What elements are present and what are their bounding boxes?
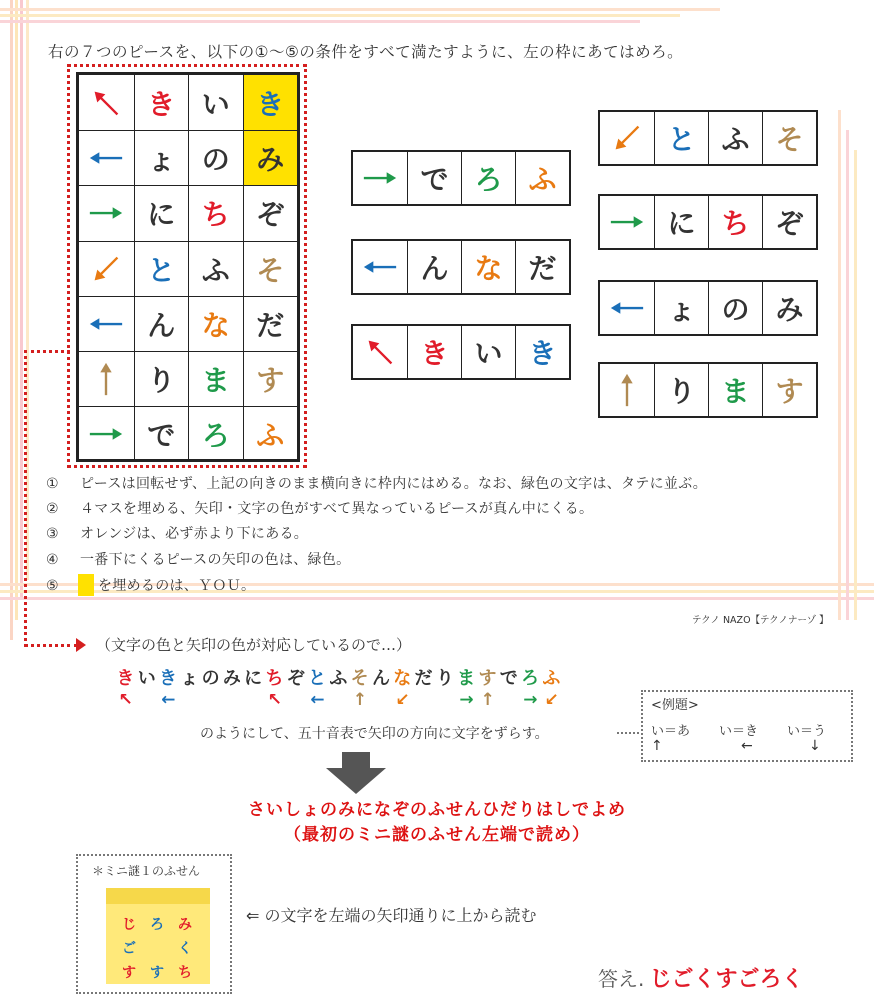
up-arrow-icon bbox=[608, 371, 646, 409]
character-cell: ち bbox=[708, 196, 762, 248]
answer-grid bbox=[76, 72, 300, 462]
left-arrow-icon bbox=[87, 139, 125, 177]
character-cell: で bbox=[407, 152, 461, 204]
right-arrow-icon bbox=[361, 159, 399, 197]
fusen-instruction: ⇐ の文字を左端の矢印通りに上から読む bbox=[246, 906, 537, 925]
character-sequence bbox=[115, 664, 562, 690]
fusen-label: ＊ミニ謎１のふせん bbox=[92, 864, 201, 878]
arrow-cell bbox=[600, 364, 654, 416]
character-cell: ょ bbox=[654, 282, 708, 334]
sequence-arrow-icon: ↙ bbox=[395, 690, 410, 710]
connector-arrowhead bbox=[76, 638, 86, 652]
decoded-message: さいしょのみになぞのふせんひだりはしでよめ bbox=[248, 800, 626, 820]
character-cell: ち bbox=[188, 186, 243, 240]
fusen-char: す bbox=[150, 965, 164, 981]
sequence-arrow-icon: → bbox=[523, 690, 538, 710]
frame-stripe bbox=[0, 597, 874, 600]
condition-number: ⑤ bbox=[46, 578, 59, 594]
fusen-char: す bbox=[122, 965, 136, 981]
connector-line bbox=[24, 350, 27, 647]
sequence-char: み bbox=[222, 668, 242, 689]
arrow-cell bbox=[79, 131, 134, 185]
down-arrow-icon bbox=[326, 752, 386, 794]
character-cell: り bbox=[134, 352, 189, 406]
frame-stripe bbox=[854, 150, 857, 620]
arrow-cell bbox=[600, 112, 654, 164]
character-cell: ろ bbox=[461, 152, 515, 204]
character-cell: き bbox=[515, 326, 569, 378]
sequence-char: き bbox=[158, 668, 178, 689]
sequence-char: だ bbox=[414, 668, 434, 689]
sticky-note-top bbox=[106, 888, 210, 904]
sequence-char: き bbox=[116, 668, 135, 689]
character-cell: だ bbox=[515, 241, 569, 293]
character-cell: な bbox=[188, 297, 243, 351]
character-cell: き bbox=[134, 75, 189, 130]
sequence-arrow-icon: → bbox=[459, 690, 474, 710]
condition-text: 一番下にくるピースの矢印の色は、緑色。 bbox=[80, 552, 351, 568]
down-left-arrow-icon bbox=[87, 250, 125, 288]
example-connector bbox=[617, 732, 639, 734]
condition-text: オレンジは、必ず赤より下にある。 bbox=[80, 526, 309, 542]
example-equation: い＝き bbox=[719, 724, 759, 739]
character-cell: だ bbox=[243, 297, 298, 351]
frame-stripe bbox=[20, 0, 23, 600]
character-cell: い bbox=[188, 75, 243, 130]
example-equation: い＝う bbox=[787, 724, 827, 739]
sequence-char: り bbox=[435, 668, 455, 689]
puzzle-piece[interactable] bbox=[598, 110, 818, 166]
right-arrow-icon bbox=[87, 415, 125, 453]
character-cell: ふ bbox=[515, 152, 569, 204]
sticky-note bbox=[106, 888, 210, 984]
left-arrow-icon bbox=[361, 248, 399, 286]
fusen-box bbox=[76, 854, 232, 994]
up-left-arrow-icon bbox=[87, 84, 125, 122]
character-cell: と bbox=[654, 112, 708, 164]
sequence-char: ま bbox=[457, 668, 476, 689]
sequence-char: ふ bbox=[542, 668, 561, 689]
right-arrow-icon bbox=[87, 194, 125, 232]
character-cell: み bbox=[243, 131, 298, 185]
sequence-char: そ bbox=[350, 668, 370, 689]
puzzle-piece[interactable] bbox=[351, 150, 571, 206]
decoded-message-translation: （最初のミニ謎のふせん左端で読め） bbox=[284, 825, 590, 845]
arrow-cell bbox=[353, 241, 407, 293]
condition-number: ④ bbox=[46, 552, 59, 568]
arrow-cell bbox=[79, 352, 134, 406]
sequence-char: と bbox=[308, 668, 327, 689]
left-arrow-icon bbox=[87, 305, 125, 343]
arrow-cell bbox=[79, 186, 134, 240]
fusen-char: ご bbox=[122, 941, 136, 957]
sequence-arrow-icon: ↑ bbox=[352, 690, 368, 710]
character-cell: ぞ bbox=[243, 186, 298, 240]
arrow-cell bbox=[79, 242, 134, 296]
puzzle-piece[interactable] bbox=[351, 239, 571, 295]
character-cell: き bbox=[407, 326, 461, 378]
arrow-cell bbox=[600, 282, 654, 334]
character-cell: そ bbox=[762, 112, 816, 164]
character-cell: み bbox=[762, 282, 816, 334]
grid-row bbox=[79, 241, 297, 296]
character-cell: と bbox=[134, 242, 189, 296]
grid-row bbox=[79, 296, 297, 351]
sequence-arrow-icon: ← bbox=[310, 690, 325, 710]
puzzle-title: 右の７つのピースを、以下の①～⑤の条件をすべて満たすように、左の枠にあてはめろ。 bbox=[48, 43, 684, 61]
condition-text: を埋めるのは、ＹＯＵ。 bbox=[98, 578, 256, 594]
final-answer bbox=[598, 962, 803, 993]
character-cell: ろ bbox=[188, 407, 243, 461]
character-cell: に bbox=[134, 186, 189, 240]
example-equation: い＝あ bbox=[651, 724, 691, 739]
character-cell: な bbox=[461, 241, 515, 293]
character-cell: そ bbox=[243, 242, 298, 296]
sequence-arrow-icon: ↖ bbox=[267, 690, 282, 710]
connector-line bbox=[24, 350, 70, 353]
character-cell: ん bbox=[407, 241, 461, 293]
example-title: <例題> bbox=[651, 698, 699, 713]
arrow-cell bbox=[353, 326, 407, 378]
down-left-arrow-icon bbox=[608, 119, 646, 157]
character-cell: の bbox=[708, 282, 762, 334]
left-arrow-icon bbox=[608, 289, 646, 327]
puzzle-piece[interactable] bbox=[598, 280, 818, 336]
character-cell: の bbox=[188, 131, 243, 185]
example-arrow-icon: ↓ bbox=[809, 738, 821, 754]
character-cell: ま bbox=[188, 352, 243, 406]
grid-row bbox=[79, 406, 297, 461]
method-text: のようにして、五十音表で矢印の方向に文字をずらす。 bbox=[200, 726, 549, 742]
grid-row bbox=[79, 130, 297, 185]
fusen-char: ろ bbox=[150, 917, 164, 933]
character-cell: ふ bbox=[708, 112, 762, 164]
sequence-char: ょ bbox=[180, 668, 199, 689]
sequence-char: ち bbox=[265, 668, 284, 689]
example-arrow-icon: ↑ bbox=[651, 738, 663, 754]
grid-row bbox=[79, 351, 297, 406]
sequence-char: ふ bbox=[329, 668, 348, 689]
arrow-cell bbox=[79, 75, 134, 130]
sequence-char: の bbox=[201, 668, 221, 689]
arrow-cell bbox=[353, 152, 407, 204]
condition-text: ピースは回転せず、上記の向きのまま横向きに枠内にはめる。なお、緑色の文字は、タテに並ぶ。 bbox=[80, 476, 708, 492]
condition-item bbox=[46, 523, 308, 543]
character-cell: い bbox=[461, 326, 515, 378]
sequence-arrow-icon: ↙ bbox=[544, 690, 559, 710]
sequence-arrow-icon: ← bbox=[161, 690, 176, 710]
example-arrow-icon: ← bbox=[741, 738, 753, 754]
character-cell: き bbox=[243, 75, 298, 130]
sequence-arrow-icon: ↑ bbox=[480, 690, 495, 710]
fusen-char: ち bbox=[178, 965, 192, 981]
puzzle-piece[interactable] bbox=[598, 194, 818, 250]
character-cell: す bbox=[762, 364, 816, 416]
condition-item bbox=[46, 549, 350, 569]
credit: テクノ NAZO【テクノナーゾ 】 bbox=[692, 615, 829, 626]
up-left-arrow-icon bbox=[361, 333, 399, 371]
final-answer-prefix: 答え. bbox=[598, 967, 645, 991]
sequence-char: い bbox=[137, 668, 157, 689]
fusen-char: く bbox=[178, 941, 192, 957]
condition-item bbox=[46, 473, 707, 493]
character-cell: り bbox=[654, 364, 708, 416]
character-cell: に bbox=[654, 196, 708, 248]
character-cell: ふ bbox=[243, 407, 298, 461]
sequence-arrow-icon: ↖ bbox=[118, 690, 133, 710]
sequence-char: で bbox=[499, 668, 519, 689]
condition-number: ① bbox=[46, 476, 59, 492]
character-cell: で bbox=[134, 407, 189, 461]
final-answer-value: じごくすごろく bbox=[649, 967, 804, 992]
example-box bbox=[641, 690, 853, 762]
arrow-cell bbox=[79, 297, 134, 351]
character-cell: ふ bbox=[188, 242, 243, 296]
character-cell: ぞ bbox=[762, 196, 816, 248]
sequence-char: ろ bbox=[521, 668, 540, 689]
grid-row bbox=[79, 75, 297, 130]
character-cell: す bbox=[243, 352, 298, 406]
sequence-char: に bbox=[244, 668, 263, 689]
frame-stripe bbox=[0, 8, 720, 11]
up-arrow-icon bbox=[87, 360, 125, 398]
sequence-char: す bbox=[478, 668, 497, 689]
character-cell: ん bbox=[134, 297, 189, 351]
character-cell: ま bbox=[708, 364, 762, 416]
arrow-cell bbox=[600, 196, 654, 248]
puzzle-piece[interactable] bbox=[598, 362, 818, 418]
frame-stripe bbox=[0, 14, 680, 17]
frame-stripe bbox=[0, 20, 640, 23]
condition-number: ③ bbox=[46, 526, 59, 542]
frame-stripe bbox=[846, 130, 849, 620]
sequence-char: な bbox=[393, 668, 412, 689]
right-arrow-icon bbox=[608, 203, 646, 241]
frame-stripe bbox=[838, 110, 841, 620]
sequence-char: ん bbox=[371, 668, 391, 689]
fusen-char: じ bbox=[122, 917, 136, 933]
sequence-char: ぞ bbox=[286, 668, 306, 689]
condition-item bbox=[46, 498, 593, 518]
condition-text: ４マスを埋める、矢印・文字の色がすべて異なっているピースが真ん中にくる。 bbox=[80, 501, 594, 517]
character-cell: ょ bbox=[134, 131, 189, 185]
grid-row bbox=[79, 185, 297, 240]
arrow-cell bbox=[79, 407, 134, 461]
condition-number: ② bbox=[46, 501, 59, 517]
puzzle-piece[interactable] bbox=[351, 324, 571, 380]
yellow-square-icon bbox=[78, 574, 94, 596]
frame-stripe bbox=[10, 0, 13, 640]
connector-line bbox=[24, 644, 78, 647]
explanation-intro: （文字の色と矢印の色が対応しているので…） bbox=[96, 636, 412, 654]
frame-stripe bbox=[15, 0, 18, 620]
fusen-char: み bbox=[178, 917, 192, 933]
